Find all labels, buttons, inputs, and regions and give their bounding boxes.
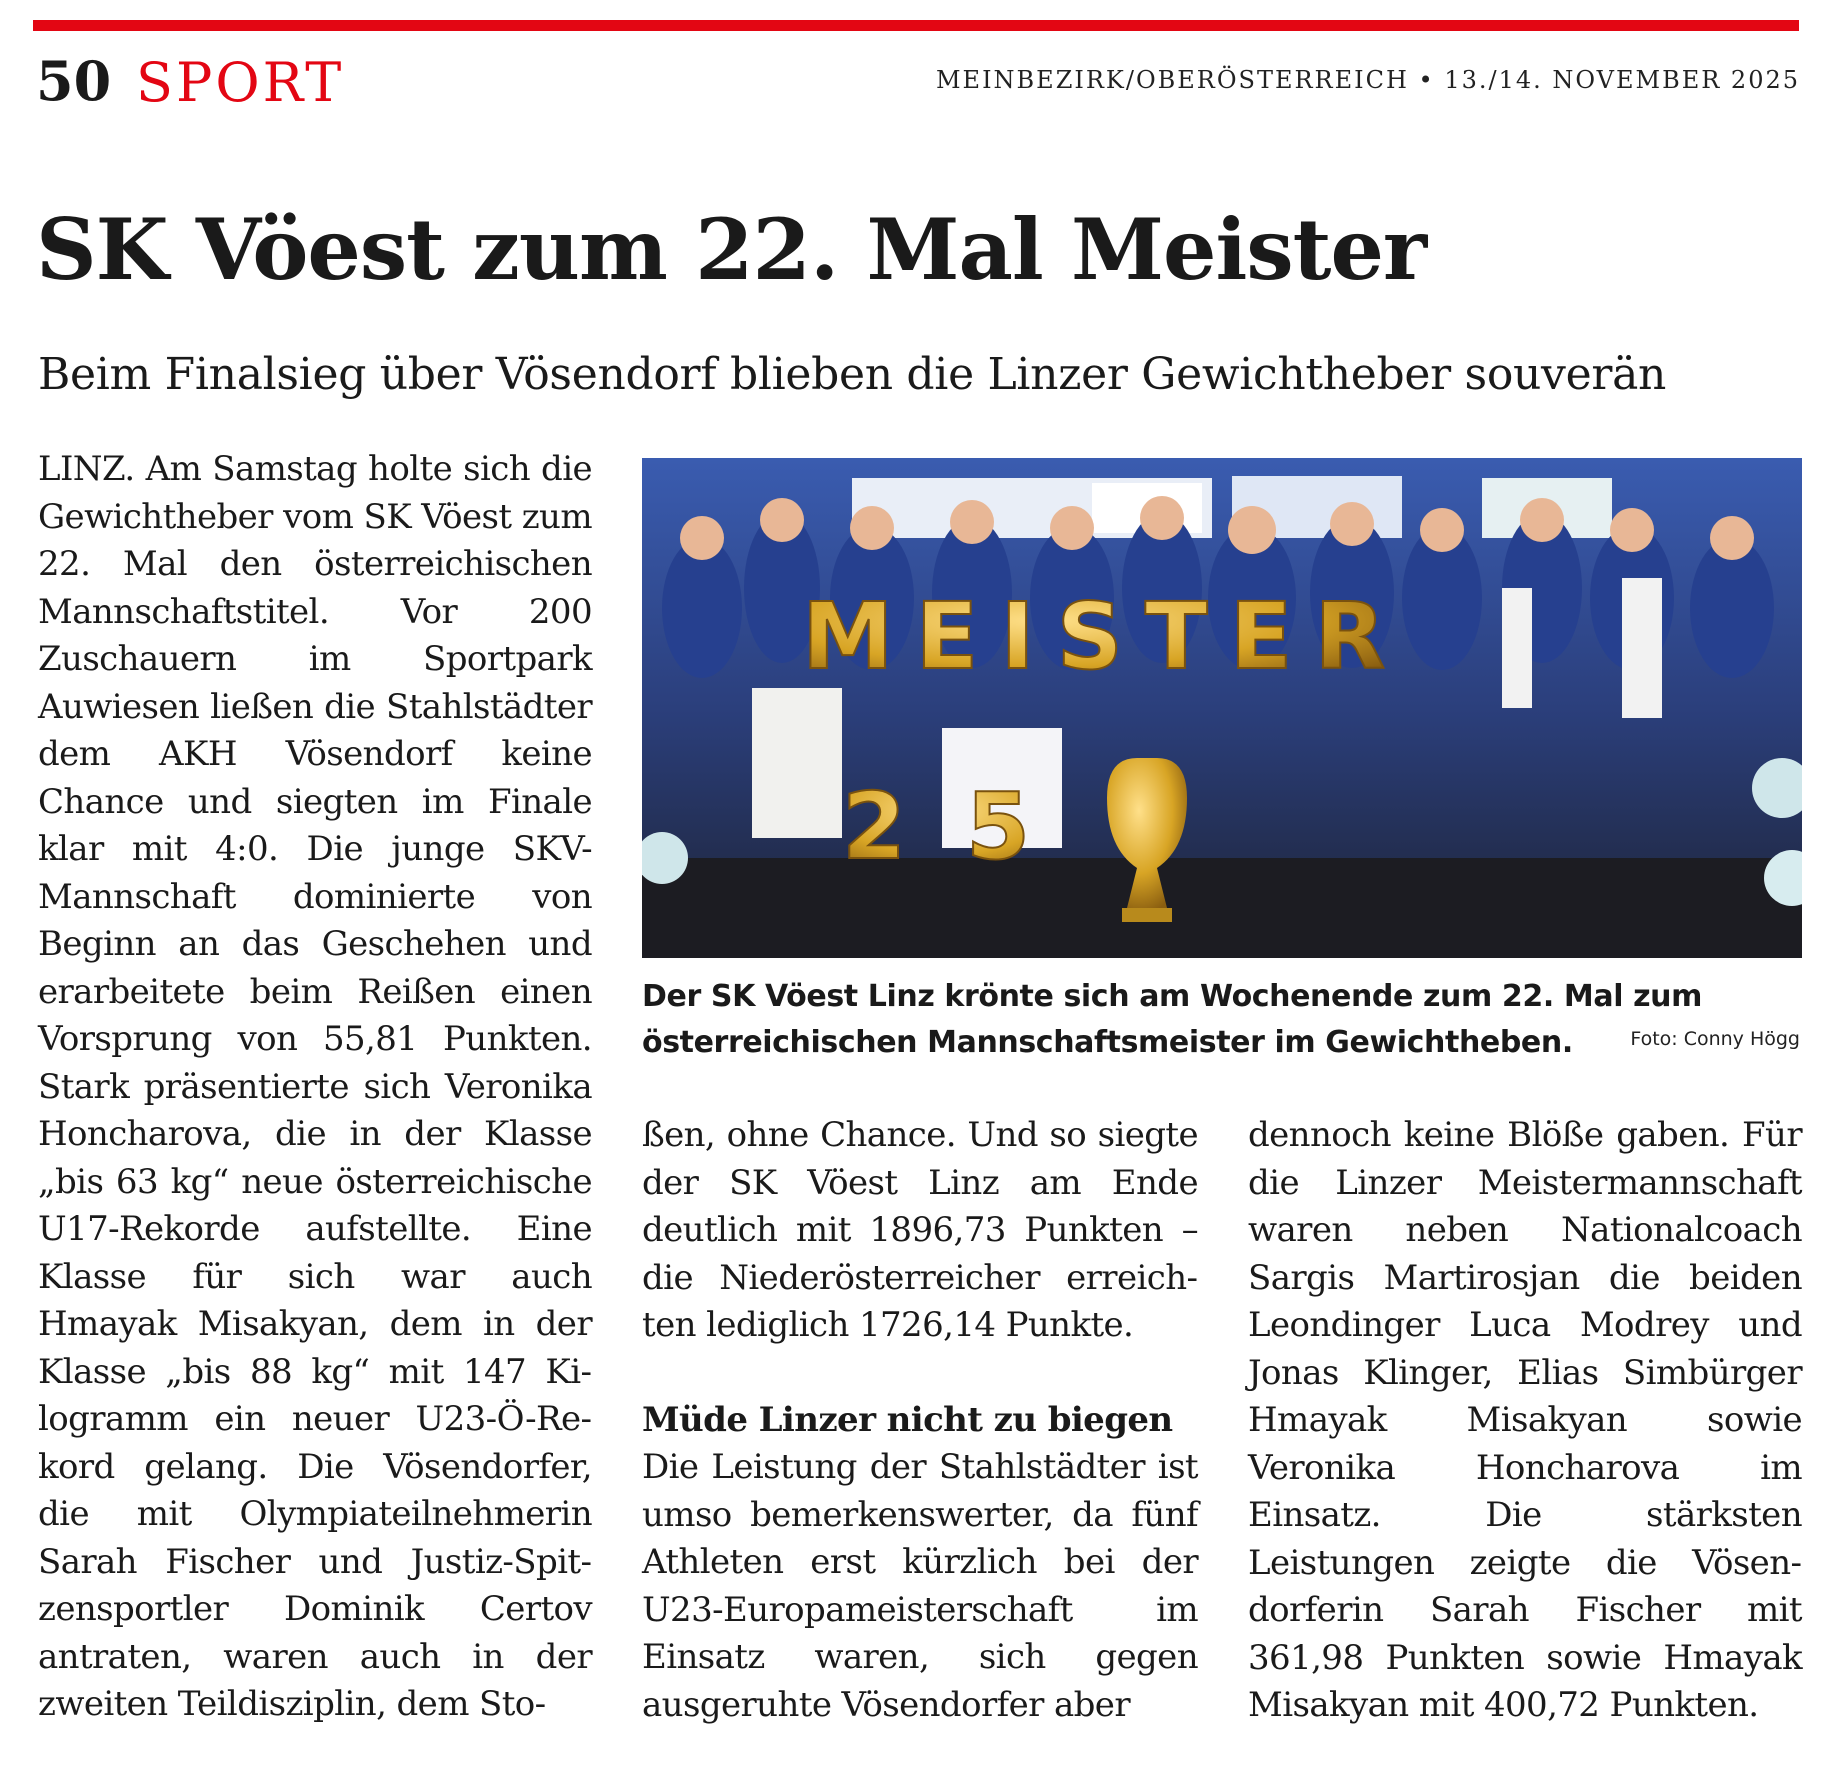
article-column-3 <box>1248 1112 1802 1730</box>
column-2-text: ßen, ohne Chance. Und so siegte der SK Vöest Linz am Ende deutlich mit 1896,73 Punkten – die Niederösterreicher erreichten lediglich 1726,14 Punkte. <box>642 1115 1198 1345</box>
column-2-text-continued: Die Leistung der Stahlstädter ist umso bemerkenswerter, da fünf Athleten erst kürzlich bei der U23-Europameisterschaft im Einsatz waren, sich gegen ausgeruhte Vösendorfer aber <box>642 1447 1198 1725</box>
page-number: 50 <box>36 49 112 113</box>
article-headline: SK Vöest zum 22. Mal Meister <box>36 200 1427 299</box>
column-1-text: LINZ. Am Samstag holte sich die Gewichtheber vom SK Vöest zum 22. Mal den österreichischen Mannschaftstitel. Vor 200 Zuschauern im Sportpark Auwiesen ließen die Stahlstädter dem AKH Vösendorf keine Chance und siegten im Finale klar mit 4:0. Die junge SKV-Mannschaft dominierte von Beginn an das Geschehen und erarbeitete beim Reißen einen Vorsprung von 55,81 Punkten. Stark präsentierte sich Veronika Honcharova, die in der Klasse „bis 63 kg“ neue österreichische U17-Rekorde aufstellte. Eine Klasse für sich war auch Hmayak Misakyan, dem in der Klasse „bis 88 kg“ mit 147 Kilogramm ein neuer U23-Ö-Rekord gelang. Die Vösendorfer, die mit Olympiateilnehmerin Sarah Fischer und Justiz-Spitzensportler Dominik Certov antraten, waren auch in der zweiten Teildisziplin, dem Sto- <box>38 449 592 1724</box>
team-photo <box>642 458 1802 958</box>
column-3-text: dennoch keine Blöße gaben. Für die Linzer Meistermannschaft waren neben Nationalcoach Sargis Martirosjan die beiden Leondinger Luca Modrey und Jonas Klinger, Elias Simbürger Hmayak Misakyan sowie Veronika Honcharova im Einsatz. Die stärksten Leistungen zeigte die Vösendorferin Sarah Fischer mit 361,98 Punkten sowie Hmayak Misakyan mit 400,72 Punkten. <box>1248 1115 1802 1725</box>
article-subtitle: Müde Linzer nicht zu biegen <box>642 1399 1173 1440</box>
article-column-2 <box>642 1112 1198 1729</box>
balloon-number: 25 <box>842 773 1091 880</box>
photo-credit: Foto: Conny Högg <box>1630 1028 1800 1050</box>
photo-caption: Der SK Vöest Linz krönte sich am Wochenende zum 22. Mal zum österreichischen Mannschaftsmeister im Gewichtheben. <box>642 979 1703 1060</box>
section-label: SPORT <box>136 51 345 114</box>
top-rule <box>33 20 1799 31</box>
article-column-1 <box>38 446 592 1729</box>
team-photo-illustration <box>642 458 1802 958</box>
article-subheadline: Beim Finalsieg über Vösendorf blieben die Linzer Gewichtheber souverän <box>38 349 1667 400</box>
masthead-date: MEINBEZIRK/OBERÖSTERREICH • 13./14. NOVEMBER 2025 <box>935 66 1800 94</box>
balloon-letters: MEISTER <box>802 583 1408 690</box>
